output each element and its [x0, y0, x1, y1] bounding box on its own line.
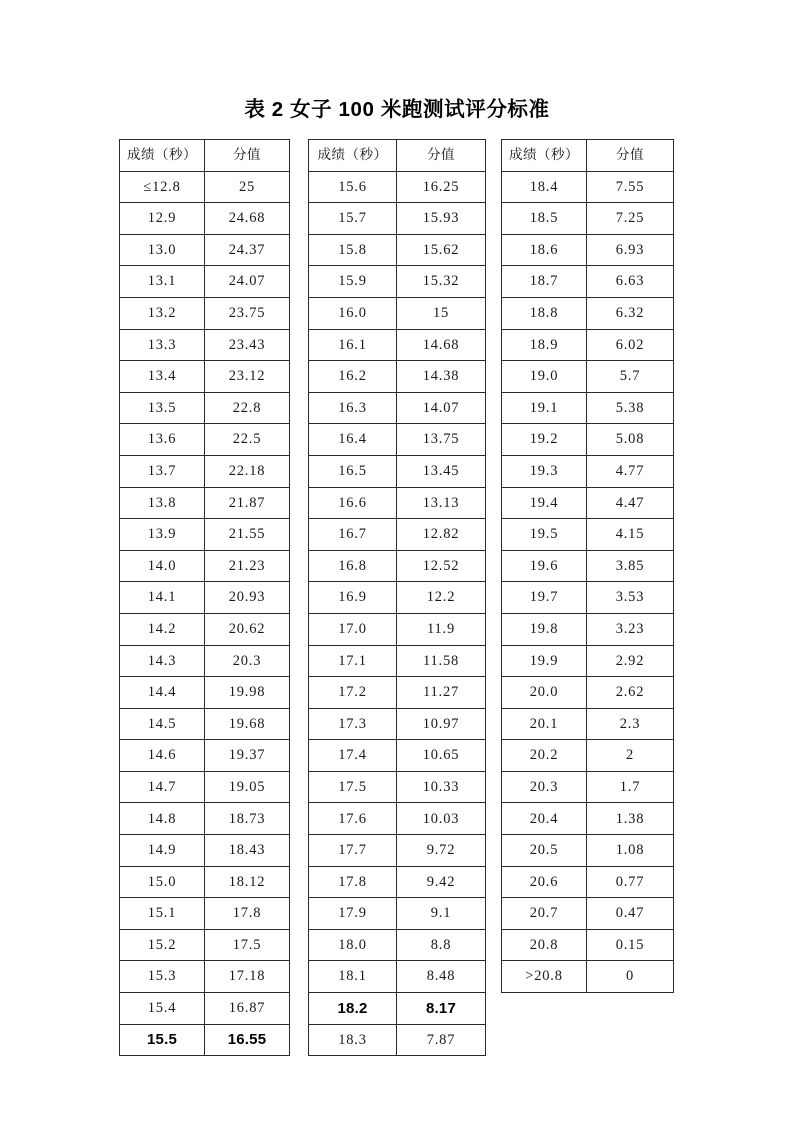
cell-score: 11.58 — [397, 645, 486, 677]
table-row — [309, 487, 486, 519]
cell-score: 19.37 — [205, 740, 290, 772]
table-row — [502, 898, 674, 930]
table-row — [120, 455, 290, 487]
cell-result: 12.9 — [120, 203, 205, 235]
cell-score: 23.12 — [205, 361, 290, 393]
cell-result: 14.0 — [120, 550, 205, 582]
table-row — [502, 645, 674, 677]
cell-score: 0.15 — [587, 929, 674, 961]
cell-score: 13.75 — [397, 424, 486, 456]
cell-score: 12.2 — [397, 582, 486, 614]
cell-score: 21.23 — [205, 550, 290, 582]
cell-score: 19.05 — [205, 771, 290, 803]
cell-score: 7.87 — [397, 1024, 486, 1056]
cell-score: 1.7 — [587, 771, 674, 803]
table-row — [502, 771, 674, 803]
cell-result: 20.8 — [502, 929, 587, 961]
cell-result: 16.8 — [309, 550, 397, 582]
table-row — [309, 582, 486, 614]
cell-result: 20.7 — [502, 898, 587, 930]
cell-score: 8.17 — [397, 993, 486, 1025]
cell-score: 13.13 — [397, 487, 486, 519]
table-row — [502, 487, 674, 519]
cell-result: 16.7 — [309, 519, 397, 551]
cell-score: 24.68 — [205, 203, 290, 235]
table-row — [120, 329, 290, 361]
table-row — [309, 803, 486, 835]
cell-score: 9.72 — [397, 835, 486, 867]
table-body-2 — [309, 171, 486, 1056]
cell-result: 19.7 — [502, 582, 587, 614]
cell-score: 1.08 — [587, 835, 674, 867]
cell-result: 20.3 — [502, 771, 587, 803]
table-row — [120, 1024, 290, 1056]
table-row — [309, 929, 486, 961]
cell-score: 3.53 — [587, 582, 674, 614]
table-row — [502, 613, 674, 645]
cell-result: 18.5 — [502, 203, 587, 235]
cell-score: 19.98 — [205, 677, 290, 709]
cell-result: 15.3 — [120, 961, 205, 993]
cell-score: 9.42 — [397, 866, 486, 898]
cell-result: 14.3 — [120, 645, 205, 677]
table-row — [502, 961, 674, 993]
cell-score: 9.1 — [397, 898, 486, 930]
table-row — [309, 234, 486, 266]
table-row — [309, 961, 486, 993]
cell-result: 19.9 — [502, 645, 587, 677]
table-row — [309, 677, 486, 709]
table-row — [502, 835, 674, 867]
cell-score: 12.52 — [397, 550, 486, 582]
cell-score: 18.73 — [205, 803, 290, 835]
cell-result: 17.3 — [309, 708, 397, 740]
cell-result: 18.8 — [502, 297, 587, 329]
table-header-row — [309, 140, 486, 172]
cell-score: 4.47 — [587, 487, 674, 519]
cell-result: 13.0 — [120, 234, 205, 266]
cell-result: 20.2 — [502, 740, 587, 772]
cell-result: 14.5 — [120, 708, 205, 740]
cell-score: 14.68 — [397, 329, 486, 361]
cell-result: 16.5 — [309, 455, 397, 487]
cell-result: 16.2 — [309, 361, 397, 393]
table-row — [309, 740, 486, 772]
cell-result: 18.1 — [309, 961, 397, 993]
table-row — [120, 487, 290, 519]
table-row — [502, 361, 674, 393]
table-row — [502, 803, 674, 835]
table-row — [120, 645, 290, 677]
table-header-row — [120, 140, 290, 172]
table-row — [309, 708, 486, 740]
table-row — [502, 297, 674, 329]
table-row — [309, 550, 486, 582]
table-row — [309, 1024, 486, 1056]
cell-score: 7.25 — [587, 203, 674, 235]
cell-score: 25 — [205, 171, 290, 203]
cell-result: 15.4 — [120, 993, 205, 1025]
table-row — [502, 519, 674, 551]
score-table-block-3 — [501, 139, 674, 993]
table-row — [309, 424, 486, 456]
cell-result: 17.2 — [309, 677, 397, 709]
table-row — [120, 203, 290, 235]
cell-score: 13.45 — [397, 455, 486, 487]
cell-result: 15.9 — [309, 266, 397, 298]
cell-result: 14.4 — [120, 677, 205, 709]
cell-score: 10.33 — [397, 771, 486, 803]
table-row — [120, 392, 290, 424]
cell-result: 18.7 — [502, 266, 587, 298]
cell-result: 19.2 — [502, 424, 587, 456]
cell-result: 15.1 — [120, 898, 205, 930]
cell-score: 16.87 — [205, 993, 290, 1025]
cell-score: 4.15 — [587, 519, 674, 551]
cell-result: 17.7 — [309, 835, 397, 867]
cell-score: 8.8 — [397, 929, 486, 961]
cell-score: 6.63 — [587, 266, 674, 298]
table-row — [120, 266, 290, 298]
table-row — [120, 519, 290, 551]
table-row — [120, 708, 290, 740]
score-tables-container — [119, 139, 675, 1056]
table-row — [120, 835, 290, 867]
column-header-score: 分值 — [587, 140, 674, 172]
column-header-result: 成绩（秒） — [309, 140, 397, 172]
table-row — [120, 961, 290, 993]
cell-result: 19.1 — [502, 392, 587, 424]
table-row — [309, 455, 486, 487]
table-row — [502, 929, 674, 961]
cell-score: 23.43 — [205, 329, 290, 361]
column-header-result: 成绩（秒） — [502, 140, 587, 172]
cell-score: 4.77 — [587, 455, 674, 487]
cell-result: 20.1 — [502, 708, 587, 740]
cell-result: 13.3 — [120, 329, 205, 361]
cell-result: 19.3 — [502, 455, 587, 487]
cell-score: 22.5 — [205, 424, 290, 456]
table-body-1 — [120, 171, 290, 1056]
cell-result: 14.2 — [120, 613, 205, 645]
table-row — [309, 519, 486, 551]
table-row — [120, 234, 290, 266]
cell-result: 15.7 — [309, 203, 397, 235]
table-row — [502, 740, 674, 772]
cell-score: 10.97 — [397, 708, 486, 740]
table-row — [120, 993, 290, 1025]
table-body-3 — [502, 171, 674, 992]
cell-score: 21.87 — [205, 487, 290, 519]
column-header-score: 分值 — [205, 140, 290, 172]
cell-result: 20.4 — [502, 803, 587, 835]
table-row — [120, 929, 290, 961]
cell-score: 2.92 — [587, 645, 674, 677]
cell-result: 17.9 — [309, 898, 397, 930]
cell-result: 18.4 — [502, 171, 587, 203]
cell-score: 20.93 — [205, 582, 290, 614]
table-row — [502, 677, 674, 709]
table-row — [309, 613, 486, 645]
cell-result: 14.9 — [120, 835, 205, 867]
table-header-row — [502, 140, 674, 172]
cell-result: 17.1 — [309, 645, 397, 677]
cell-result: 18.0 — [309, 929, 397, 961]
cell-score: 16.25 — [397, 171, 486, 203]
cell-result: 16.3 — [309, 392, 397, 424]
table-row — [309, 771, 486, 803]
cell-score: 3.85 — [587, 550, 674, 582]
table-row — [309, 835, 486, 867]
cell-score: 5.7 — [587, 361, 674, 393]
table-row — [120, 424, 290, 456]
cell-score: 5.08 — [587, 424, 674, 456]
cell-score: 11.9 — [397, 613, 486, 645]
cell-result: 13.2 — [120, 297, 205, 329]
table-row — [502, 455, 674, 487]
cell-result: 20.5 — [502, 835, 587, 867]
table-row — [309, 329, 486, 361]
cell-score: 6.32 — [587, 297, 674, 329]
table-row — [120, 866, 290, 898]
cell-score: 5.38 — [587, 392, 674, 424]
cell-result: 16.4 — [309, 424, 397, 456]
score-table-block-1 — [119, 139, 290, 1056]
table-row — [120, 898, 290, 930]
cell-result: 13.4 — [120, 361, 205, 393]
cell-result: 18.9 — [502, 329, 587, 361]
table-row — [502, 203, 674, 235]
cell-score: 15.93 — [397, 203, 486, 235]
cell-score: 10.65 — [397, 740, 486, 772]
table-row — [120, 582, 290, 614]
column-header-result: 成绩（秒） — [120, 140, 205, 172]
cell-result: 13.6 — [120, 424, 205, 456]
cell-result: 17.5 — [309, 771, 397, 803]
table-row — [120, 297, 290, 329]
table-row — [502, 266, 674, 298]
cell-score: 0.77 — [587, 866, 674, 898]
cell-result: 19.6 — [502, 550, 587, 582]
table-row — [120, 361, 290, 393]
cell-result: 19.0 — [502, 361, 587, 393]
cell-score: 2.3 — [587, 708, 674, 740]
cell-result: 14.7 — [120, 771, 205, 803]
table-row — [502, 171, 674, 203]
cell-score: 15.32 — [397, 266, 486, 298]
score-table-block-2 — [308, 139, 486, 1056]
table-row — [309, 266, 486, 298]
cell-score: 1.38 — [587, 803, 674, 835]
table-row — [120, 740, 290, 772]
cell-score: 20.62 — [205, 613, 290, 645]
cell-result: 13.1 — [120, 266, 205, 298]
cell-result: 13.5 — [120, 392, 205, 424]
table-row — [309, 993, 486, 1025]
cell-result: 13.7 — [120, 455, 205, 487]
table-row — [309, 898, 486, 930]
cell-score: 20.3 — [205, 645, 290, 677]
cell-result: 13.9 — [120, 519, 205, 551]
cell-score: 0 — [587, 961, 674, 993]
cell-result: 19.4 — [502, 487, 587, 519]
cell-result: ≤12.8 — [120, 171, 205, 203]
cell-score: 8.48 — [397, 961, 486, 993]
cell-result: >20.8 — [502, 961, 587, 993]
cell-score: 22.18 — [205, 455, 290, 487]
cell-score: 14.38 — [397, 361, 486, 393]
table-row — [309, 645, 486, 677]
cell-result: 20.0 — [502, 677, 587, 709]
table-row — [502, 392, 674, 424]
cell-score: 18.12 — [205, 866, 290, 898]
cell-result: 15.0 — [120, 866, 205, 898]
cell-score: 23.75 — [205, 297, 290, 329]
cell-result: 16.9 — [309, 582, 397, 614]
cell-score: 16.55 — [205, 1024, 290, 1056]
cell-result: 15.8 — [309, 234, 397, 266]
cell-result: 19.8 — [502, 613, 587, 645]
cell-result: 18.3 — [309, 1024, 397, 1056]
cell-score: 24.07 — [205, 266, 290, 298]
cell-result: 16.1 — [309, 329, 397, 361]
cell-result: 15.2 — [120, 929, 205, 961]
cell-result: 13.8 — [120, 487, 205, 519]
table-row — [309, 392, 486, 424]
table-row — [502, 582, 674, 614]
cell-score: 15.62 — [397, 234, 486, 266]
cell-score: 15 — [397, 297, 486, 329]
cell-score: 6.02 — [587, 329, 674, 361]
cell-result: 14.1 — [120, 582, 205, 614]
table-row — [309, 866, 486, 898]
cell-score: 22.8 — [205, 392, 290, 424]
table-row — [309, 361, 486, 393]
cell-result: 16.6 — [309, 487, 397, 519]
cell-score: 17.5 — [205, 929, 290, 961]
cell-score: 7.55 — [587, 171, 674, 203]
cell-result: 14.6 — [120, 740, 205, 772]
table-row — [309, 203, 486, 235]
table-row — [120, 171, 290, 203]
cell-score: 21.55 — [205, 519, 290, 551]
table-row — [120, 550, 290, 582]
table-row — [502, 550, 674, 582]
table-row — [309, 297, 486, 329]
cell-score: 2 — [587, 740, 674, 772]
cell-score: 10.03 — [397, 803, 486, 835]
cell-result: 14.8 — [120, 803, 205, 835]
table-row — [502, 708, 674, 740]
cell-result: 17.4 — [309, 740, 397, 772]
table-row — [120, 771, 290, 803]
cell-score: 11.27 — [397, 677, 486, 709]
cell-score: 6.93 — [587, 234, 674, 266]
cell-score: 12.82 — [397, 519, 486, 551]
cell-score: 24.37 — [205, 234, 290, 266]
table-row — [120, 613, 290, 645]
table-row — [309, 171, 486, 203]
cell-result: 18.2 — [309, 993, 397, 1025]
cell-result: 15.6 — [309, 171, 397, 203]
cell-score: 19.68 — [205, 708, 290, 740]
cell-result: 15.5 — [120, 1024, 205, 1056]
table-row — [502, 424, 674, 456]
cell-result: 17.0 — [309, 613, 397, 645]
cell-score: 18.43 — [205, 835, 290, 867]
table-row — [502, 234, 674, 266]
table-row — [120, 677, 290, 709]
cell-result: 17.8 — [309, 866, 397, 898]
cell-result: 17.6 — [309, 803, 397, 835]
table-row — [502, 329, 674, 361]
page-title: 表 2 女子 100 米跑测试评分标准 — [244, 98, 550, 121]
cell-result: 20.6 — [502, 866, 587, 898]
cell-score: 17.8 — [205, 898, 290, 930]
cell-score: 0.47 — [587, 898, 674, 930]
cell-score: 14.07 — [397, 392, 486, 424]
cell-result: 19.5 — [502, 519, 587, 551]
cell-result: 18.6 — [502, 234, 587, 266]
table-row — [502, 866, 674, 898]
cell-result: 16.0 — [309, 297, 397, 329]
column-header-score: 分值 — [397, 140, 486, 172]
table-row — [120, 803, 290, 835]
cell-score: 17.18 — [205, 961, 290, 993]
cell-score: 3.23 — [587, 613, 674, 645]
cell-score: 2.62 — [587, 677, 674, 709]
